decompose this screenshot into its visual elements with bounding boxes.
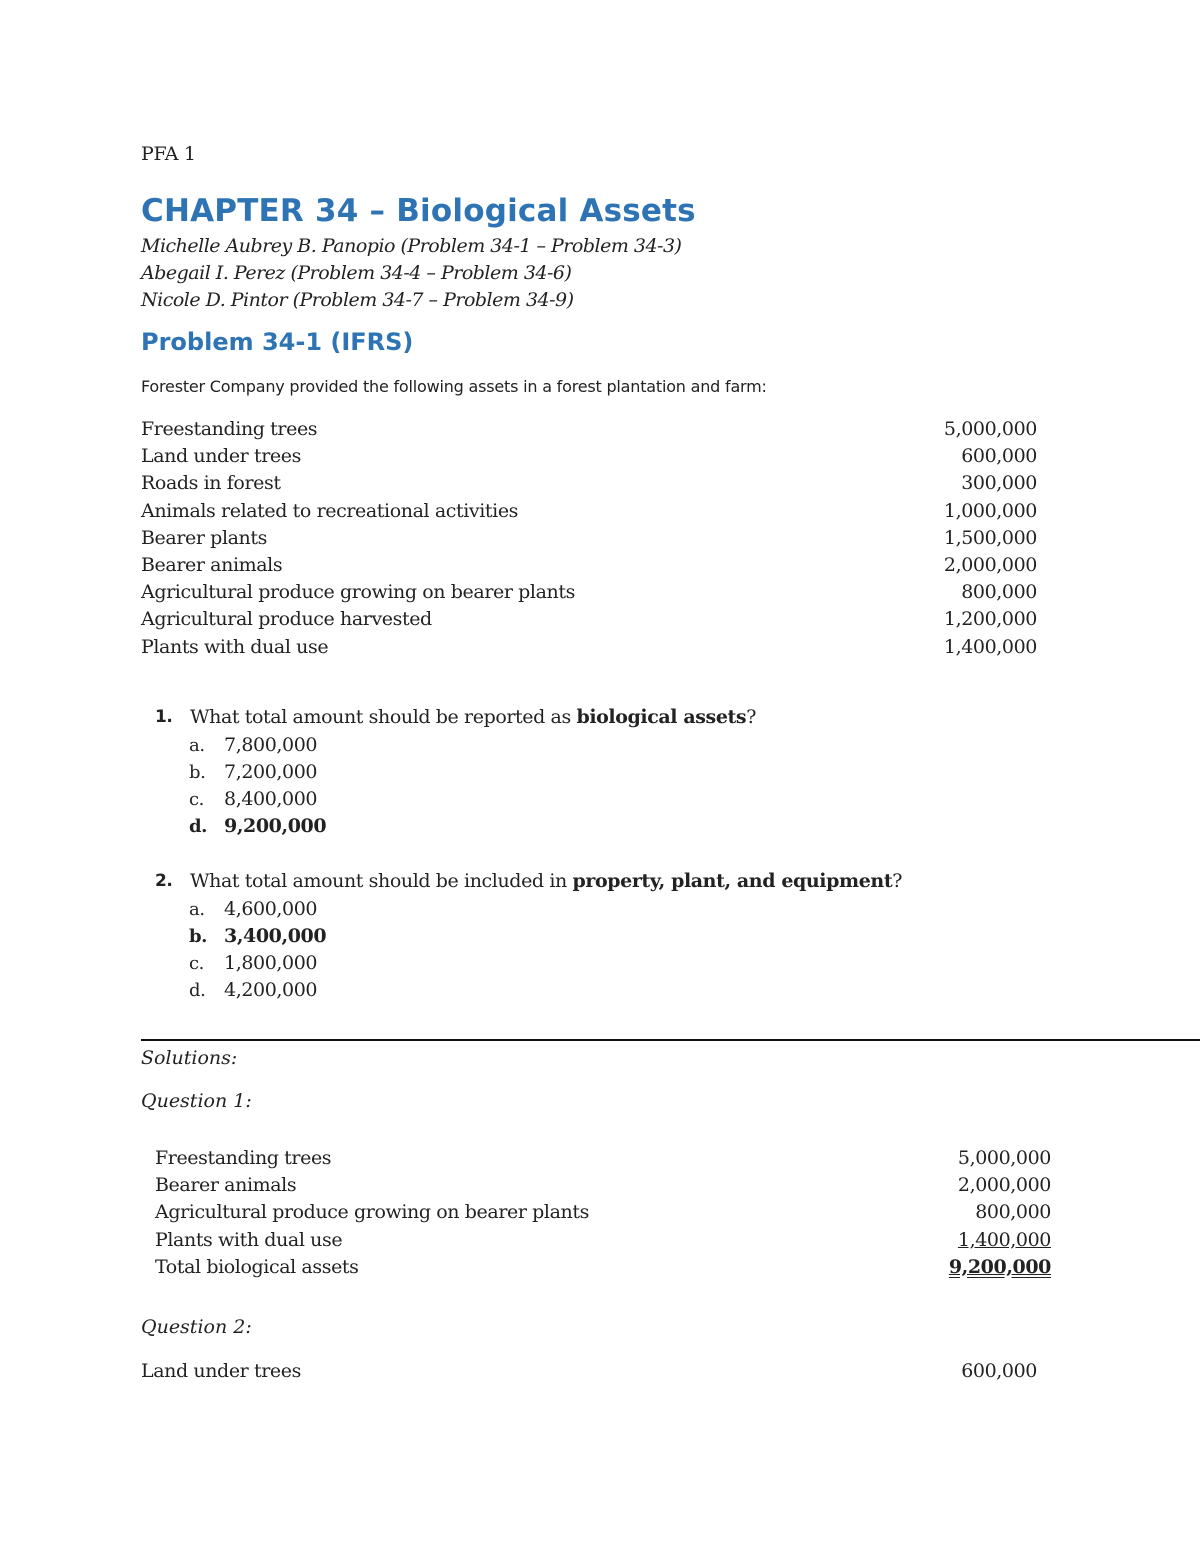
asset-row (141, 634, 1037, 661)
chapter-title: CHAPTER 34 – Biological Assets (141, 193, 696, 229)
asset-amount: 5,000,000 (943, 418, 1037, 440)
asset-row (141, 470, 1037, 497)
asset-row (141, 525, 1037, 552)
choice-b: b. 7,200,000 (189, 760, 318, 783)
asset-label: Animals related to recreational activities (141, 499, 519, 522)
choice-a: a. 7,800,000 (189, 733, 318, 756)
asset-label: Freestanding trees (141, 418, 318, 440)
solution-1-table (155, 1145, 1051, 1281)
asset-row (141, 416, 1037, 443)
question-number: 2. (155, 871, 173, 891)
choice-c: c. 1,800,000 (189, 951, 318, 974)
solution-row: Agricultural produce growing on bearer plants 800,000 (155, 1201, 1051, 1224)
question-text (155, 704, 756, 732)
asset-label: Agricultural produce growing on bearer plants (141, 581, 575, 604)
asset-row (141, 579, 1037, 606)
asset-label: Agricultural produce harvested (141, 608, 432, 631)
solution-row: Land under trees 600,000 (141, 1360, 1037, 1382)
solution-row: Plants with dual use 1,400,000 (155, 1228, 1051, 1251)
asset-label: Roads in forest (141, 472, 281, 495)
solution-total-row: Total biological assets 9,200,000 (155, 1255, 1051, 1278)
asset-amount: 1,500,000 (943, 526, 1037, 549)
question-1 (155, 704, 756, 840)
authors-list (141, 233, 681, 314)
asset-label: Bearer plants (141, 526, 267, 549)
asset-row (141, 606, 1037, 633)
solution-row: Bearer animals 2,000,000 (155, 1174, 1051, 1197)
asset-amount: 300,000 (961, 472, 1037, 495)
asset-amount: 1,200,000 (943, 608, 1037, 631)
question-text (155, 868, 902, 896)
asset-row (141, 552, 1037, 579)
author-line: Michelle Aubrey B. Panopio (Problem 34-1 – Problem 34-3) (141, 235, 682, 257)
question-2 (155, 868, 902, 1004)
problem-title: Problem 34-1 (IFRS) (141, 328, 414, 356)
choice-list (190, 732, 756, 841)
asset-amount: 1,000,000 (943, 499, 1037, 522)
solution-2-table (141, 1358, 1037, 1385)
asset-label: Bearer animals (141, 553, 283, 576)
question-prompt: What total amount should be included in property, plant, and equipment? (190, 870, 902, 892)
question-number: 1. (155, 707, 173, 727)
section-divider (141, 1039, 1200, 1041)
asset-amount: 600,000 (961, 445, 1037, 468)
solution-row: Freestanding trees 5,000,000 (155, 1147, 1051, 1169)
author-line: Nicole D. Pintor (Problem 34-7 – Problem 34-9) (141, 289, 574, 311)
problem-intro: Forester Company provided the following assets in a forest plantation and farm: (141, 377, 767, 396)
choice-b-correct: b. 3,400,000 (189, 924, 327, 947)
asset-amount: 800,000 (961, 581, 1037, 604)
asset-label: Plants with dual use (141, 635, 329, 658)
asset-amount: 2,000,000 (943, 553, 1037, 576)
question-prompt: What total amount should be reported as biological assets? (190, 706, 756, 728)
asset-row (141, 498, 1037, 525)
choice-c: c. 8,400,000 (189, 787, 318, 810)
asset-label: Land under trees (141, 445, 301, 468)
asset-table (141, 416, 1037, 661)
solutions-label: Solutions: (141, 1047, 238, 1069)
choice-d: d. 4,200,000 (189, 979, 318, 1002)
solution-question-2-label: Question 2: (141, 1316, 252, 1338)
header-label: PFA 1 (141, 143, 196, 165)
author-line: Abegail I. Perez (Problem 34-4 – Problem 34-6) (141, 262, 572, 284)
solution-question-1-label: Question 1: (141, 1090, 252, 1112)
choice-list (190, 896, 902, 1005)
choice-a: a. 4,600,000 (189, 897, 318, 920)
asset-amount: 1,400,000 (943, 635, 1037, 658)
asset-row (141, 443, 1037, 470)
choice-d-correct: d. 9,200,000 (189, 815, 327, 838)
